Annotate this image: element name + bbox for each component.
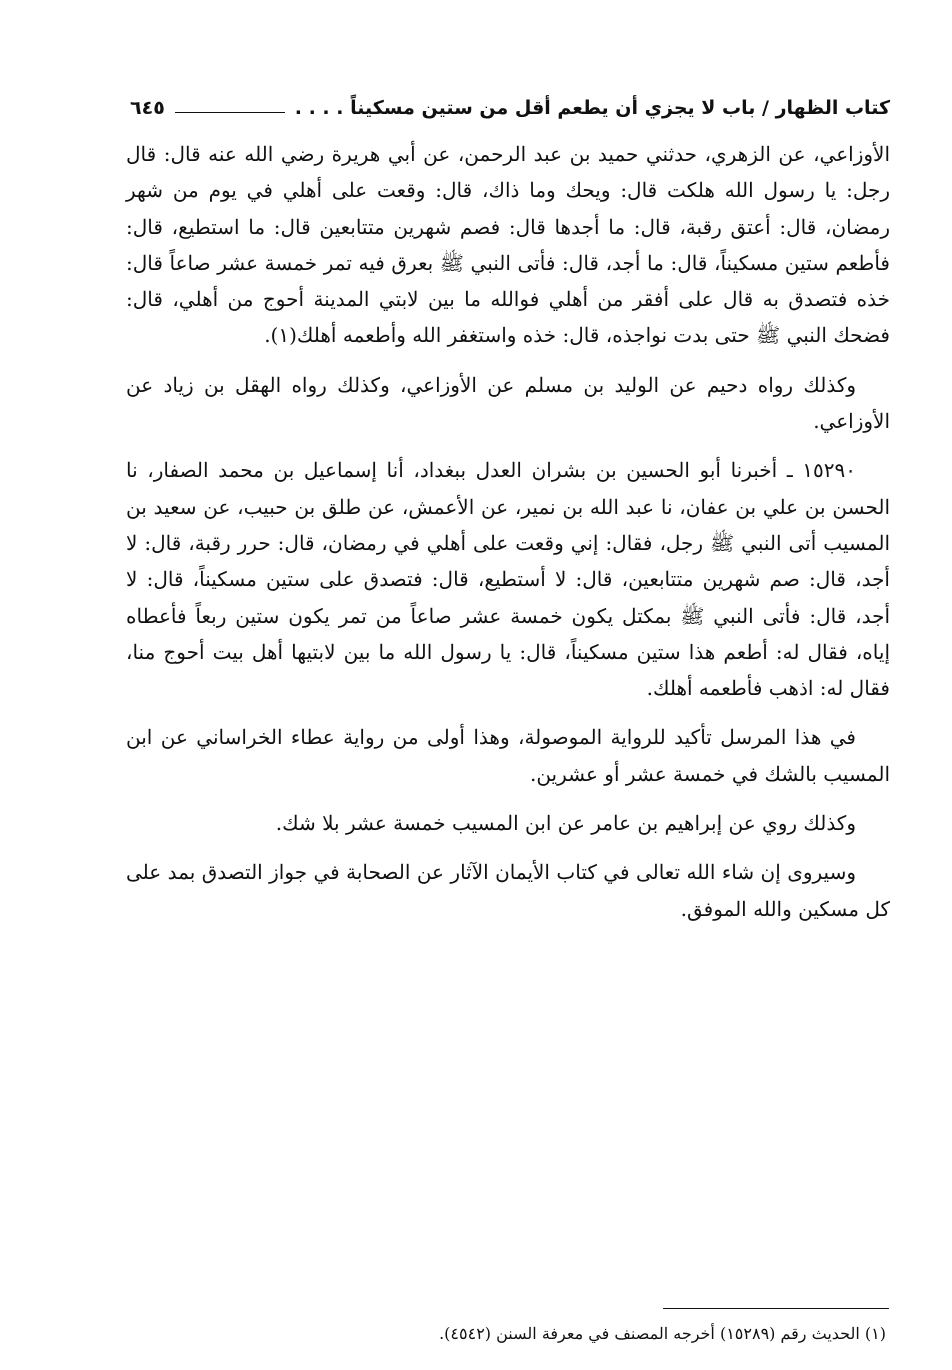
paragraph-ibrahim-narration: وكذلك روي عن إبراهيم بن عامر عن ابن المسيب خمسة عشر بلا شك.	[275, 811, 856, 836]
page-header	[130, 86, 890, 118]
header-rule	[175, 112, 285, 113]
paragraph-closing: وسيروى إن شاء الله تعالى في كتاب الأيمان الآثار عن الصحابة في جواز التصدق بمد على كل مسكين والله الموفق.	[126, 860, 890, 921]
running-title: كتاب الظهار / باب لا يجزي أن يطعم أقل من ستين مسكيناً . . . .	[294, 97, 890, 119]
paragraph-narration-note: وكذلك رواه دحيم عن الوليد بن مسلم عن الأوزاعي، وكذلك رواه الهقل بن زياد عن الأوزاعي.	[126, 372, 890, 434]
page-number: ٦٤٥	[130, 97, 165, 119]
footnote-rule	[663, 1308, 889, 1309]
paragraph-hadith-15290: ١٥٢٩٠ ـ أخبرنا أبو الحسين بن بشران العدل ببغداد، أنا إسماعيل بن محمد الصفار، نا الحسن بن علي بن عفان، نا عبد الله بن نمير، عن الأعمش، عن طلق بن حبيب، عن سعيد بن المسيب أتى النبي ﷺ رجل، فقال: إني وقعت على أهلي في رمضان، قال: حرر رقبة، قال: لا أجد، قال: صم شهرين متتابعين، قال: لا أستطيع، قال: فتصدق على ستين مسكيناً، قال: لا أجد، قال: فأتى النبي ﷺ بمكتل يكون خمسة عشر صاعاً من تمر يكون ستين ربعاً فأعطاه إياه، فقال له: أطعم هذا ستين مسكيناً، قال: يا رسول الله ما بين لابتيها أهل بيت أحوج منا، فقال له: اذهب فأطعمه أهلك.	[126, 458, 890, 701]
main-text	[126, 136, 890, 927]
paragraph-commentary: في هذا المرسل تأكيد للرواية الموصولة، وهذا أولى من رواية عطاء الخراساني عن ابن المسيب بالشك في خمسة عشر أو عشرين.	[126, 725, 890, 786]
footnote: (١) الحديث رقم (١٥٢٨٩) أخرجه المصنف في معرفة السنن (٤٥٤٢).	[439, 1324, 886, 1343]
paragraph-hadith-continuation: الأوزاعي، عن الزهري، حدثني حميد بن عبد الرحمن، عن أبي هريرة رضي الله عنه قال: قال رجل: يا رسول الله هلكت قال: ويحك وما ذاك، قال: وقعت على أهلي في يوم من شهر رمضان، قال: أعتق رقبة، قال: ما أجدها قال: فصم شهرين متتابعين قال: ما استطيع، قال: فأطعم ستين مسكيناً، قال: ما أجد، قال: فأتى النبي ﷺ بعرق فيه تمر خمسة عشر صاعاً قال: خذه فتصدق به قال على أفقر من أهلي فوالله ما بين لابتي المدينة أحوج من أهلي، قال: فضحك النبي ﷺ حتى بدت نواجذه، قال: خذه واستغفر الله وأطعمه أهلك(١).	[126, 142, 890, 348]
